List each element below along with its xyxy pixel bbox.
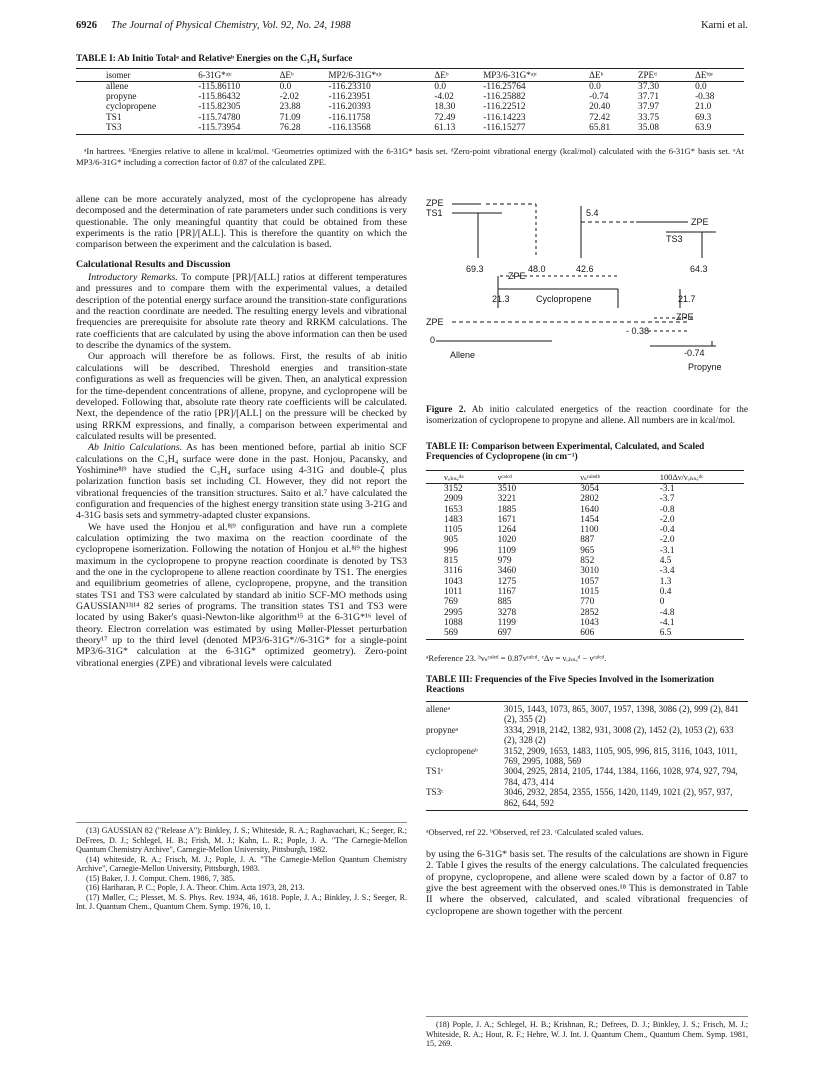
references-left (76, 822, 407, 912)
table1-cell: 37.97 (638, 102, 659, 113)
table-row (426, 515, 744, 525)
table2-cell: -4.8 (659, 607, 675, 618)
table2 (426, 470, 744, 640)
table2-cell: 697 (490, 628, 573, 640)
paragraph-heading: Introductory Remarks. (88, 272, 178, 284)
table2-cell: 0 (659, 597, 665, 608)
table2-cell: -0.4 (659, 525, 675, 536)
section-heading: Calculational Results and Discussion (76, 258, 231, 270)
table1-cell: 63.9 (695, 123, 744, 135)
table2-cell: 6.5 (652, 628, 744, 640)
table2-cell: 1653 (444, 504, 463, 515)
allene-label: Allene (450, 350, 476, 360)
paragraph: allene can be more accurately analyzed, most of the cyclopropene has already decomposed and the determination of rate parameters under such conditions is very questionable. The only meaningful quantity that could be obtained from these experiments is the ratio [PR]/[ALL]. This is therefore the quantity on which the comparison between the experiment and the calculation is based. (76, 194, 407, 251)
zpe-label: ZPE (691, 217, 709, 227)
table1-cell: 37.71 (638, 92, 659, 103)
reference: (13) GAUSSIAN 82 ("Release A"): Binkley, J. S.; Whiteside, R. A.; Raghavachari, K.; Seeger, R.; DeFrees, D. J.; Schlegel, H. B.; Frish, M. J.; Kahn, L. R.; Pople, J. A. "The Carnegie-Mellon Quantum Chemistry Archive", Carnegie-Mellon University, Pittsburgh, 1982. (76, 826, 407, 855)
table2-cell: 3010 (580, 566, 599, 577)
table-row (426, 556, 744, 566)
paragraph-heading: Ab Initio Calculations. (88, 442, 183, 454)
paragraph: Introductory Remarks. To compute [PR]/[ALL] ratios at different temperatures and pressures and to compare them with the experimental values, a detailed description of the potential energy surface around the transition-state configurations and the reaction coordinate are needed. The resulting energy levels and vibrational frequencies are prerequisite for absolute rate theory and RRKM calculations. The rate coefficients that are calculated by using the above information can then be used to describe the dynamics of the system. (76, 272, 407, 352)
table2-cell: -3.1 (659, 484, 675, 494)
table2-cell: 1275 (497, 576, 517, 587)
table3-species: TS1ᶜ (426, 766, 444, 777)
table2-cell: 1043 (444, 576, 463, 587)
table2-cell: 2802 (580, 494, 599, 505)
table2-cell: 1105 (444, 525, 463, 536)
table1-header-cell: ZPEᵈ (638, 69, 695, 82)
table2-cell: 606 (572, 628, 652, 640)
table2-cell: 3510 (497, 484, 517, 494)
right-column-text: by using the 6-31G* basis set. The results of the calculations are shown in Figure 2. Table I gives the results of the energy calculations. The calculated frequencies of propyne, cyclopropene, and allene were scaled down by a factor of 0.87 to give the best agreement with the observed ones.¹⁸ This is demonstrated in Table II where the observed, calculated, and scaled vibrational frequencies of cyclopropene are shown together with the percent (426, 849, 748, 917)
table1-cell: -116.22512 (483, 102, 526, 113)
table1-cell: TS1 (106, 112, 122, 123)
table1-cell: propyne (106, 92, 137, 103)
journal-title: The Journal of Physical Chemistry, Vol. 92, No. 24, 1988 (111, 20, 351, 31)
table1-header-cell: ΔEᵇ (589, 69, 638, 82)
table1-cell: 18.30 (434, 102, 456, 113)
table2-cell: 815 (444, 556, 458, 567)
paragraph: We have used the Honjou et al.⁸ʲ⁹ configuration and have run a complete calculation optimizing the two maxima on the reaction coordinate of the cyclopropene isomerization. Following the notation of Honjou et al.⁸ʲ⁹ the highest maximum in the cyclopropene to propyne reaction coordinate is denoted by TS3 and the one in the cyclopropene to allene reaction coordinate by TS1. The energies and equilibrium geometries of allene, cyclopropene, propyne, and the transition states TS1 and TS3 were calculated by standard ab initio SCF-MO methods using GAUSSIAN¹³ʲ¹⁴ 82 series of programs. The transition states TS1 and TS3 were located by using Baker's quasi-Newton-like algorithm¹⁵ at the 6-31G*¹⁶ level of theory. Electron correlation was estimated by using Møller-Plesset perturbation theory¹⁷ up to the third level (denoted MP3/6-31G*//6-31G* for a single-point MP3/6-31G* calculation at the 6-31G* optimized geometry). Zero-point vibrational energies (ZPE) and vibrational levels were calculated (76, 521, 407, 669)
table1-cell: -115.86110 (198, 82, 241, 92)
table1-cell: 72.49 (434, 112, 456, 123)
table2-cell: 769 (444, 597, 458, 608)
ts1-label: TS1 (426, 208, 443, 218)
table2-header-cell: νᶜᵃˡᶜᵈ (490, 471, 573, 484)
table1-caption: TABLE I: Ab Initio Totalᵃ and Relativeᵇ Energies on the C₃H₄ Surface (76, 54, 353, 64)
reference: (18) Pople, J. A.; Schlegel, H. B.; Krishnan, R.; Defrees, D. J.; Binkley, J. S.; Frisch, M. J.; Whiteside, R. A.; Hout, R. F.; Hehre, W. J. Int. J. Quantum Chem., Quantum Chem. Symp. 1981, 15, 269. (426, 1020, 748, 1049)
left-column (76, 194, 407, 669)
table1-cell: -116.20393 (328, 102, 371, 113)
table2-cell: 1671 (497, 514, 517, 525)
value-label: 64.3 (690, 264, 708, 274)
table2-cell: 3152 (444, 484, 463, 494)
table-row (426, 484, 744, 495)
table2-header-cell: νₛᶜᵃˡᵉᵈᵇ (572, 471, 652, 484)
table-row (426, 535, 744, 545)
paragraph: Our approach will therefore be as follows. First, the results of ab initio calculations will be described. Threshold energies and transition-state configurations as well as frequencies will be given. Then, an analytical expression for the time-dependent concentrations of allene, propyne, and cyclopropene will be developed. Following that, absolute rate theory rate coefficients will be calculated. Next, the dependence of the ratio [PR]/[ALL] on the pressure will be checked by using RRKM expressions, and finally, a comparison between experimental and calculated results will be presented. (76, 351, 407, 442)
table2-cell: 1088 (444, 617, 463, 628)
table3-frequencies: 3046, 2932, 2854, 2355, 1556, 1420, 1149, 1021 (2), 957, 937, 862, 644, 592 (498, 787, 748, 810)
zpe-label: ZPE (508, 271, 526, 281)
table1-cell: -116.23310 (328, 82, 371, 92)
table1-cell: 61.13 (434, 123, 483, 135)
table3-species: TS3ᶜ (426, 787, 498, 810)
table1-cell: -116.14223 (483, 112, 526, 123)
table2-cell: 979 (497, 556, 512, 567)
table2-header-cell: 100Δν/νₒₕₛₑᵈᶜ (652, 471, 744, 484)
table1-cell: 20.40 (589, 102, 611, 113)
table2-cell: 1454 (580, 514, 599, 525)
table2-cell: 770 (580, 597, 595, 608)
table2-cell: 569 (426, 628, 490, 640)
table2-cell: 3221 (497, 494, 517, 505)
table-row (426, 702, 748, 725)
table1-cell: 69.3 (695, 112, 712, 123)
table2-cell: 887 (580, 535, 595, 546)
table3-frequencies: 3152, 2909, 1653, 1483, 1105, 905, 996, 815, 3116, 1043, 1011, 769, 2995, 1088, 569 (504, 745, 738, 767)
table2-cell: 1.3 (659, 576, 672, 587)
table1-cell: -115.73954 (198, 123, 279, 135)
table2-cell: 3116 (444, 566, 463, 577)
table2-cell: 3278 (497, 607, 517, 618)
table2-cell: 0.4 (659, 586, 672, 597)
table-row (76, 92, 744, 102)
table1-cell: -115.82305 (198, 102, 241, 113)
value-label: 5.4 (586, 208, 599, 218)
table1-cell: 37.30 (638, 82, 659, 92)
table1 (76, 68, 744, 135)
zero-label: 0 (430, 335, 436, 345)
table-row (426, 725, 748, 746)
reference: (16) Hariharan, P. C.; Pople, J. A. Theor. Chim. Acta 1973, 28, 213. (86, 883, 305, 893)
table1-cell: 0.0 (695, 82, 707, 92)
table2-cell: -2.0 (659, 514, 675, 525)
running-authors: Karni et al. (701, 20, 748, 31)
table2-cell: 2909 (444, 494, 463, 505)
table2-cell: -4.1 (659, 617, 675, 628)
table2-cell: -0.8 (659, 504, 675, 515)
table2-cell: 2995 (444, 607, 463, 618)
table-row (76, 82, 744, 93)
table2-cell: 1011 (444, 586, 463, 597)
reference: (17) Møller, C.; Plesset, M. S. Phys. Rev. 1934, 46, 1618. Pople, J. A.; Binkley, J. S.; Seeger, R. Int. J. Quantum Chem., Quantum Chem. Symp. 1976, 10, 1. (76, 892, 407, 912)
value-label: -0.74 (684, 348, 705, 358)
table2-cell: -3.7 (659, 494, 675, 505)
table1-cell: -4.02 (434, 92, 454, 103)
table1-cell: -116.25882 (483, 92, 526, 103)
table2-cell: 885 (497, 597, 512, 608)
table1-cell: 0.0 (589, 82, 601, 92)
table1-footnote: ᵃIn hartrees. ᵇEnergies relative to allene in kcal/mol. ᶜGeometries optimized with the 6-31G* basis set. ᵈZero-point vibrational energy (kcal/mol) calculated with the 6-31G* basis set. ᵉAt MP3/6-31G* including a correction factor of 0.87 of the calculated ZPE. (76, 146, 744, 167)
table-row (426, 494, 744, 504)
table-row (426, 546, 744, 556)
table1-cell: 35.08 (638, 123, 695, 135)
table2-cell: 1199 (497, 617, 516, 628)
figure2-energy-diagram (426, 196, 748, 401)
table1-cell: -0.74 (589, 92, 609, 103)
table-row (426, 566, 744, 576)
value-label: - 0.38 (626, 326, 650, 336)
table2-cell: 1109 (497, 545, 516, 556)
table-row (426, 787, 748, 810)
table2-cell: 1100 (580, 525, 599, 536)
reference: (14) whiteside, R. A.; Frisch, M. J.; Pople, J. A. "The Carnegie-Mellon Quantum Chemistry Archive", Carnegie-Mellon University, Pittsburgh, 1983. (76, 854, 407, 874)
table1-cell: -116.13568 (329, 123, 435, 135)
table1-header-cell: MP3/6-31G*ᵃʲᶜ (483, 69, 589, 82)
table1-cell: -115.86432 (198, 92, 241, 103)
table1-cell: -116.11758 (328, 112, 371, 123)
table1-cell: allene (106, 82, 129, 92)
reference: (15) Baker, J. J. Comput. Chem. 1986, 7, 385. (86, 873, 235, 883)
table1-cell: 23.88 (279, 102, 301, 113)
table1-cell: -115.74780 (198, 112, 241, 123)
value-label: 21.3 (492, 294, 510, 304)
table2-cell: 1640 (580, 504, 599, 515)
table2-header-cell: νₒₕₛₑᵈᵃ (426, 471, 490, 484)
table1-cell: 65.81 (589, 123, 638, 135)
value-label: 48.0 (528, 264, 546, 274)
table-row (426, 766, 748, 787)
ts3-label: TS3 (666, 234, 683, 244)
table2-footnote: ᵃReference 23. ᵇνₛᶜᵃˡᵉᵈ = 0.87νᶜᵃˡᶜᵈ. ᶜΔν = νₒₕₛₑᵈ − νᶜᵃˡᶜᵈ. (426, 653, 607, 663)
table1-cell: TS3 (76, 123, 198, 135)
table2-cell: 1015 (580, 586, 599, 597)
table3-frequencies: 3004, 2925, 2814, 2105, 1744, 1384, 1166, 1028, 974, 927, 794, 784, 473, 414 (504, 766, 738, 787)
table3-footnote: ᵃObserved, ref 22. ᵇObserved, ref 23. ᶜCalculated scaled values. (426, 827, 644, 837)
table1-cell: -0.38 (695, 92, 715, 103)
table-row (426, 746, 748, 767)
table2-cell: 1167 (497, 586, 516, 597)
table2-cell: -2.0 (659, 535, 675, 546)
table1-cell: 72.42 (589, 112, 611, 123)
propyne-label: Propyne (688, 362, 722, 372)
table-row (426, 628, 744, 640)
table1-header-cell: MP2/6-31G*ᵃʲᶜ (329, 69, 435, 82)
table1-cell: -2.02 (279, 92, 300, 103)
table1-cell: -116.23951 (328, 92, 371, 103)
table2-cell: 996 (444, 545, 458, 556)
table1-header-cell: isomer (76, 69, 198, 82)
table-row (426, 587, 744, 597)
table1-cell: -116.25764 (483, 82, 526, 92)
table1-cell: cyclopropene (106, 102, 157, 113)
table2-cell: 905 (444, 535, 458, 546)
cyclopropene-label: Cyclopropene (536, 294, 592, 304)
table2-cell: 2852 (580, 607, 599, 618)
table2-cell: 1264 (497, 525, 517, 536)
table1-header-cell: ΔEᵇ (280, 69, 329, 82)
table1-header-cell: 6-31G*ᵃʲᶜ (198, 69, 279, 82)
table-row (426, 608, 744, 618)
table2-cell: 3054 (580, 484, 599, 494)
table-row (426, 577, 744, 587)
table1-header-cell: ΔEᵇ (434, 69, 483, 82)
table2-cell: 3460 (497, 566, 517, 577)
table2-cell: 1057 (580, 576, 599, 587)
table1-cell: -116.15277 (483, 123, 589, 135)
table-row (426, 525, 744, 535)
zpe-label: ZPE (426, 317, 444, 327)
figure2-caption: Figure 2. Ab initio calculated energetics of the reaction coordinate for the isomerization of cyclopropene to propyne and allene. All numbers are in kcal/mol. (426, 405, 748, 426)
value-label: 42.6 (576, 264, 594, 274)
table2-cell: -3.4 (659, 566, 675, 577)
table3-species: propyneᵃ (426, 724, 459, 735)
table1-cell: 21.0 (695, 102, 712, 113)
table3-species: cyclopropeneᵇ (426, 745, 478, 756)
zpe-label: ZPE (676, 312, 694, 322)
table3-frequencies: 3334, 2918, 2142, 1382, 931, 3008 (2), 1452 (2), 1053 (2), 633 (2), 328 (2) (504, 724, 734, 746)
table-row (76, 123, 744, 135)
table1-header-cell: ΔEᵇʲᵉ (695, 69, 744, 82)
zpe-label: ZPE (426, 198, 444, 208)
table2-cell: 4.5 (659, 556, 672, 567)
table3-species: alleneᵃ (426, 702, 498, 725)
table2-cell: -3.1 (659, 545, 675, 556)
table1-cell: 0.0 (279, 82, 292, 92)
table2-cell: 852 (580, 556, 595, 567)
table2-caption: TABLE II: Comparison between Experimental, Calculated, and Scaled Frequencies of Cyclopropene (in cm⁻¹) (426, 441, 705, 462)
value-label: 21.7 (678, 294, 696, 304)
table-row (426, 597, 744, 607)
paragraph: Ab Initio Calculations. As has been mentioned before, partial ab initio SCF calculations on the C₃H₄ surface were done in the past. Honjou, Pacansky, and Yoshimine⁸ʲ⁹ have studied the C₃H₄ surface using 4-31G and double-ζ plus polarization function basis set including CI. However, they did not report the vibrational frequencies of the transition structures. Saito et al.⁷ have calculated the configuration and frequencies of the highest energy transition state using 3-21G and 4-31G basis sets and symmetry-adapted cluster expansions. (76, 442, 407, 522)
table2-cell: 1483 (444, 514, 463, 525)
table1-cell: 71.09 (279, 112, 301, 123)
table2-cell: 1885 (497, 504, 517, 515)
table2-cell: 1020 (497, 535, 517, 546)
table-row (76, 113, 744, 123)
page-number: 6926 (76, 20, 97, 31)
table-row (426, 505, 744, 515)
table3-frequencies: 3015, 1443, 1073, 865, 3007, 1957, 1398, 3086 (2), 999 (2), 841 (2), 355 (2) (498, 702, 748, 725)
table1-cell: 33.75 (638, 112, 659, 123)
table1-cell: 0.0 (434, 82, 447, 92)
reference-right (426, 1016, 748, 1049)
table-row (76, 102, 744, 112)
table-row (426, 618, 744, 628)
value-label: 69.3 (466, 264, 484, 274)
table2-cell: 965 (580, 545, 595, 556)
table3 (426, 701, 748, 811)
table2-cell: 1043 (580, 617, 599, 628)
table3-caption: TABLE III: Frequencies of the Five Species Involved in the Isomerization Reactions (426, 674, 715, 695)
table1-cell: 76.28 (280, 123, 329, 135)
